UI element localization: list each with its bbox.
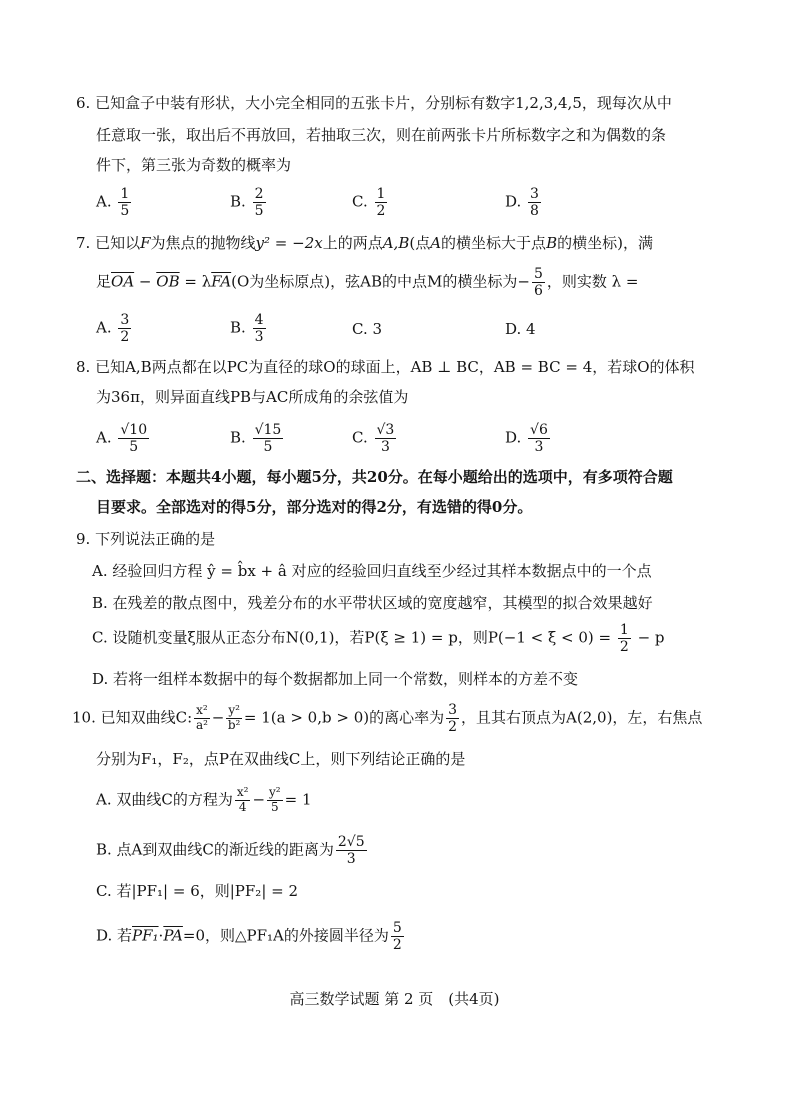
q9-option-b: B. 在残差的散点图中，残差分布的水平带状区域的宽度越窄，其模型的拟合效果越好 bbox=[92, 594, 653, 612]
q6-option-c: C. $\frac{1}{2}$ bbox=[352, 186, 386, 220]
q10-option-d: D. 若$PF_1\cdot\overline{PA}=0$，则△PF₁A的外接圆半径为 $\frac{5}{2}$ bbox=[96, 920, 402, 954]
q6-line3: 件下，第三张为奇数的概率为 bbox=[96, 156, 292, 174]
q7-line2: 足$\overline{OA} - \overline{OB} = \lambda\overline{FA}(O$为坐标原点)，弦AB的中点M的横坐标为− $\frac{5}{6}$ ，则实数 λ = bbox=[96, 266, 639, 300]
q10-option-c: C. 若|PF₁| = 6，则|PF₂| = 2 bbox=[96, 882, 299, 900]
q7-option-b: B. $\frac{4}{3}$ bbox=[230, 312, 264, 346]
page-footer: 高三数学试题 第 2 页 (共4页) bbox=[289, 990, 500, 1008]
section-two-line2: 目要求。全部选对的得5分，部分选对的得2分，有选错的得0分。 bbox=[96, 498, 533, 516]
q6-line1: 6. 已知盒子中装有形状，大小完全相同的五张卡片，分别标有数字1,2,3,4,5，现每次从中 bbox=[76, 94, 672, 112]
q8-option-c: C. $\frac{√3}{3}$ bbox=[352, 422, 395, 456]
q10-line1: 10. 已知双曲线C: $\frac{\text{x²}}{\text{a²}}$ − $\frac{\text{y²}}{\text{b²}}$ = 1(a > 0,b > 0)的离心率为 $\frac{3}{2}$ ，且其右顶点为A(2,0)，左，右焦点 bbox=[72, 702, 703, 736]
q8-option-a: A. $\frac{√10}{5}$ bbox=[96, 422, 148, 456]
q8-option-d: D. $\frac{√6}{3}$ bbox=[505, 422, 548, 456]
q7-option-a: A. $\frac{3}{2}$ bbox=[96, 312, 130, 346]
q9-option-a: A. 经验回归方程 ŷ = b̂x + â 对应的经验回归直线至少经过其样本数据点中的一个点 bbox=[92, 562, 652, 580]
q9-stem: 9. 下列说法正确的是 bbox=[76, 530, 216, 548]
q6-line2: 任意取一张，取出后不再放回，若抽取三次，则在前两张卡片所标数字之和为偶数的条 bbox=[96, 126, 667, 144]
q7-option-c: C. 3 bbox=[352, 320, 383, 338]
q8-line2: 为36π，则异面直线PB与AC所成角的余弦值为 bbox=[96, 388, 409, 406]
q6-option-d: D. $\frac{3}{8}$ bbox=[505, 186, 539, 220]
section-two-line1: 二、选择题：本题共4小题，每小题5分，共20分。在每小题给出的选项中，有多项符合题 bbox=[76, 468, 673, 486]
q7-line1: 7. 已知以F为焦点的抛物线y² = −2x上的两点A,B(点A的横坐标大于点B的横坐标)，满 bbox=[76, 234, 653, 252]
q8-option-b: B. $\frac{√15}{5}$ bbox=[230, 422, 282, 456]
q9-option-d: D. 若将一组样本数据中的每个数据都加上同一个常数，则样本的方差不变 bbox=[92, 670, 579, 688]
q10-option-b: B. 点A到双曲线C的渐近线的距离为 $\frac{2√5}{3}$ bbox=[96, 834, 365, 868]
q10-option-a: A. 双曲线C的方程为 $\frac{\text{x²}}{4}$ − $\frac{\text{y²}}{5}$ = 1 bbox=[96, 785, 312, 814]
q9-option-c: C. 设随机变量ξ服从正态分布N(0,1)，若P(ξ ≥ 1) = p，则P(−1 < ξ < 0) = $\frac{1}{2}$ − p bbox=[92, 622, 665, 656]
q6-option-b: B. $\frac{2}{5}$ bbox=[230, 186, 264, 220]
q10-line2: 分别为F₁，F₂，点P在双曲线C上，则下列结论正确的是 bbox=[96, 750, 466, 768]
q7-option-d: D. 4 bbox=[505, 320, 536, 338]
q8-line1: 8. 已知A,B两点都在以PC为直径的球O的球面上，AB ⊥ BC，AB = BC = 4，若球O的体积 bbox=[76, 358, 695, 376]
q6-option-a: A. $\frac{1}{5}$ bbox=[96, 186, 130, 220]
